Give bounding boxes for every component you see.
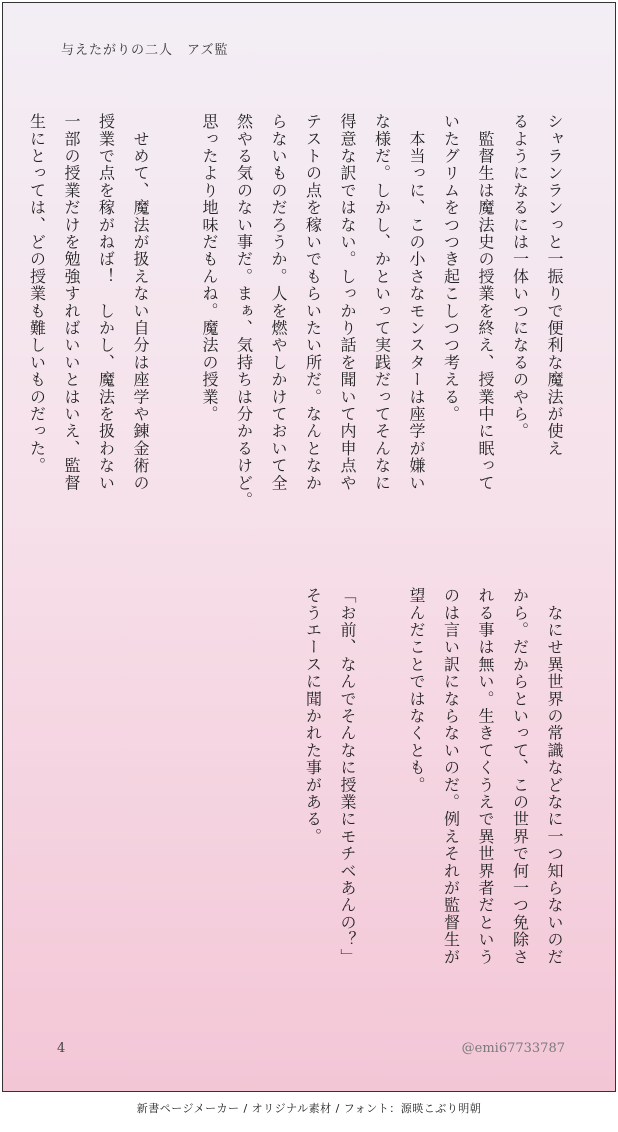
page-header-title: 与えたがりの二人 アズ監 (61, 43, 229, 58)
text-line: 生にとっては、どの授業も難しいものだった。 (27, 113, 47, 475)
text-line: いたグリムをつつき起こしつつ考える。 (441, 113, 461, 423)
text-line: らないものだろうか。人を燃やしかけておいて全 (269, 113, 288, 492)
footer-credits: 新書ページメーカー / オリジナル素材 / フォント：源暎こぶり明朝 (136, 1102, 482, 1115)
text-line: 得意な訳ではない。しっかり話を聞いて内申点や (338, 113, 357, 492)
text-line: な様だ。しかし、かといって実践だってそんなに (372, 113, 392, 492)
text-line: テストの点を稼いでもらいたい所だ。なんとなか (303, 113, 323, 492)
page-number: 4 (57, 1041, 66, 1056)
blank-line (157, 113, 192, 543)
text-line: そうエースに聞かれた事がある。 (303, 587, 323, 845)
text-line: シャランランっと一振りで便利な魔法が使え (545, 113, 564, 457)
text-line: 「お前、なんでそんなに授業にモチベあんの？」 (338, 587, 357, 966)
novel-page (2, 2, 616, 1092)
text-line: から。だからといって、この世界で何一つ免除さ (510, 587, 530, 966)
author-handle: @emi67733787 (461, 1041, 565, 1056)
text-line: れる事は無い。生きてくうえで異世界者だという (476, 587, 495, 966)
text-line: のは言い訳にならないのだ。例えそれが監督生が (441, 587, 461, 966)
blank-line (364, 587, 399, 1007)
text-line: るようになるには一体いつになるのやら。 (510, 113, 530, 440)
text-line: 然やる気のない事だ。まぁ、気持ちは分かるけど。 (234, 113, 254, 509)
text-line: 望んだことではなくとも。 (407, 587, 426, 794)
text-line: 監督生は魔法史の授業を終え、授業中に眠って (476, 113, 495, 492)
lower-text-block (295, 587, 571, 1007)
upper-text-block (19, 113, 571, 543)
text-line: なにせ異世界の常識などなに一つ知らないのだ (545, 587, 564, 966)
text-line: 本当っに、この小さなモンスターは座学が嫌い (407, 113, 426, 492)
text-line: 一部の授業だけを勉強すればいいとはいえ、監督 (62, 113, 81, 492)
text-line: 思ったより地味だもんね。魔法の授業。 (200, 113, 219, 423)
text-line: せめて、魔法が扱えない自分は座学や錬金術の (131, 113, 150, 492)
text-line: 授業で点を稼がねば！ しかし、魔法を扱わない (96, 113, 116, 492)
